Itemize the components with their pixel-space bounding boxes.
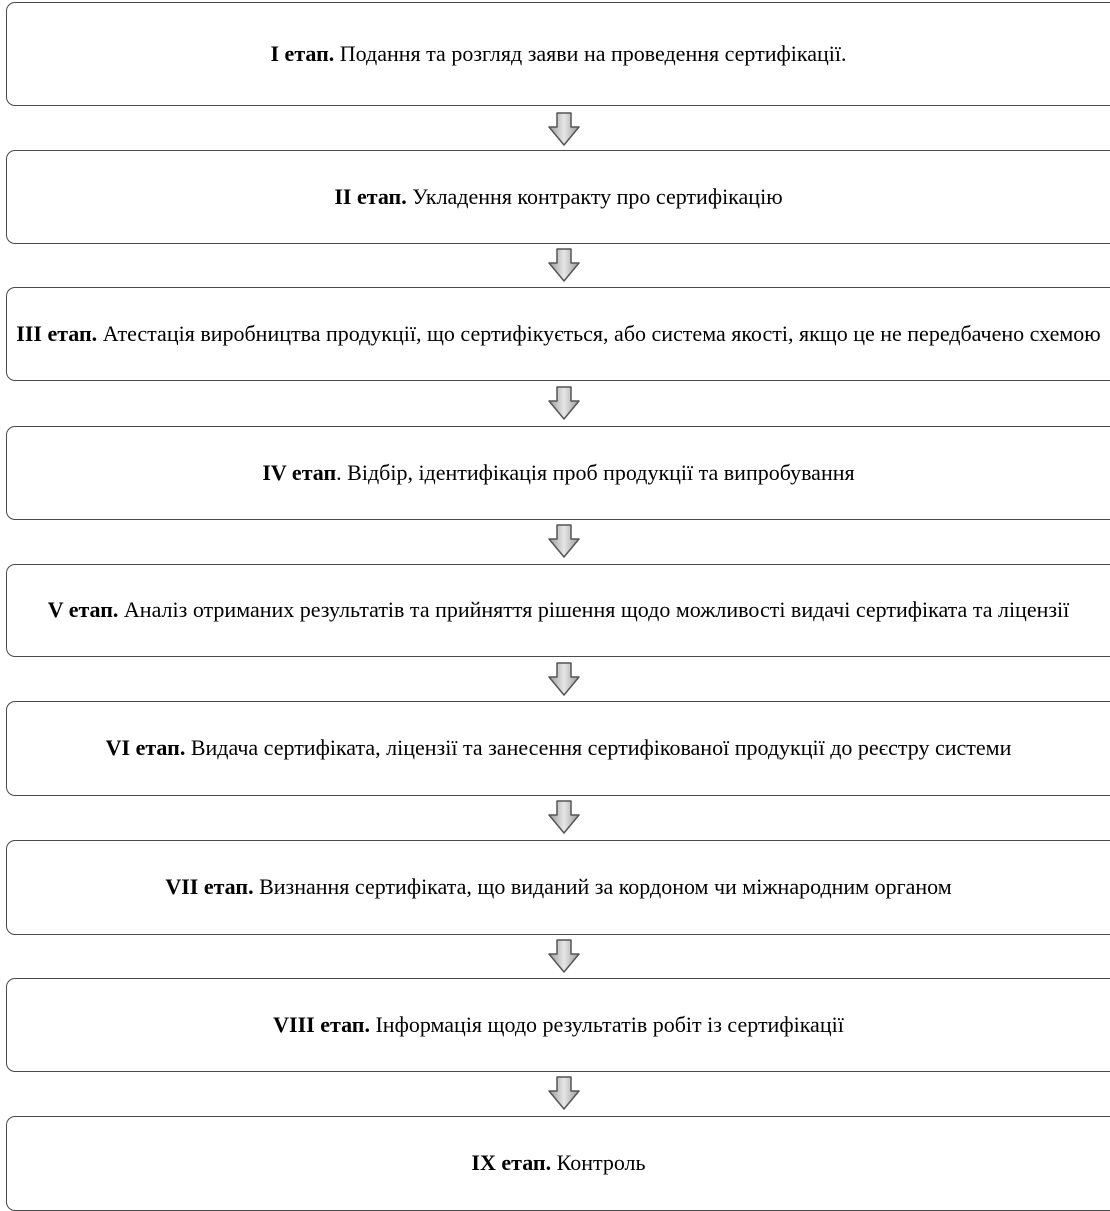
stage-box-1 [6,2,1110,106]
stage-description-9: Контроль [551,1150,646,1176]
stage-label-1: I етап. [270,40,335,66]
down-arrow-icon [546,247,582,283]
down-arrow-icon [546,938,582,974]
stage-label-5: V етап. [47,597,119,623]
stage-text-2 [334,184,782,210]
stage-box-4 [6,426,1110,520]
down-arrow-icon [546,661,582,697]
stage-label-6: VI етап. [105,735,186,761]
stage-label-3: III етап. [16,320,98,346]
stage-label-2: II етап. [334,183,407,209]
stage-description-3: Атестація виробництва продукції, що сертифікується, або система якості, якщо це не передбачено схемою [97,320,1101,346]
stage-box-7 [6,840,1110,935]
down-arrow-icon [546,385,582,421]
stage-description-5: Аналіз отриманих результатів та прийняття рішення щодо можливості видачі сертифіката та ліцензії [118,597,1070,623]
down-arrow-icon [546,523,582,559]
stage-label-7: VII етап. [165,874,254,900]
stage-box-5 [6,564,1110,657]
stage-text-4 [262,460,854,486]
stage-text-1 [271,41,847,67]
stage-text-7 [165,874,951,900]
stage-box-8 [6,978,1110,1072]
stage-box-3 [6,287,1110,381]
stage-description-2: Укладення контракту про сертифікацію [406,183,783,209]
stage-text-6 [106,735,1012,761]
stage-description-6: Видача сертифіката, ліцензії та занесення сертифікованої продукції до реєстру системи [185,735,1012,761]
stage-label-9: IX етап. [471,1150,552,1176]
stage-text-8 [273,1012,844,1038]
stage-description-1: Подання та розгляд заяви на проведення сертифікації. [334,40,847,66]
stage-description-8: Інформація щодо результатів робіт із сертифікації [369,1011,844,1037]
stage-text-9 [471,1150,645,1176]
stage-label-4: IV етап [262,459,337,485]
stage-description-7: Визнання сертифіката, що виданий за кордоном чи міжнародним органом [253,874,952,900]
stage-box-9 [6,1116,1110,1211]
down-arrow-icon [546,799,582,835]
down-arrow-icon [546,1075,582,1111]
stage-text-5 [48,597,1070,623]
stage-description-4: . Відбір, ідентифікація проб продукції та випробування [336,459,855,485]
stage-box-2 [6,150,1110,244]
stage-text-3 [16,321,1100,347]
down-arrow-icon [546,111,582,147]
stage-box-6 [6,701,1110,796]
stage-label-8: VIII етап. [273,1011,370,1037]
